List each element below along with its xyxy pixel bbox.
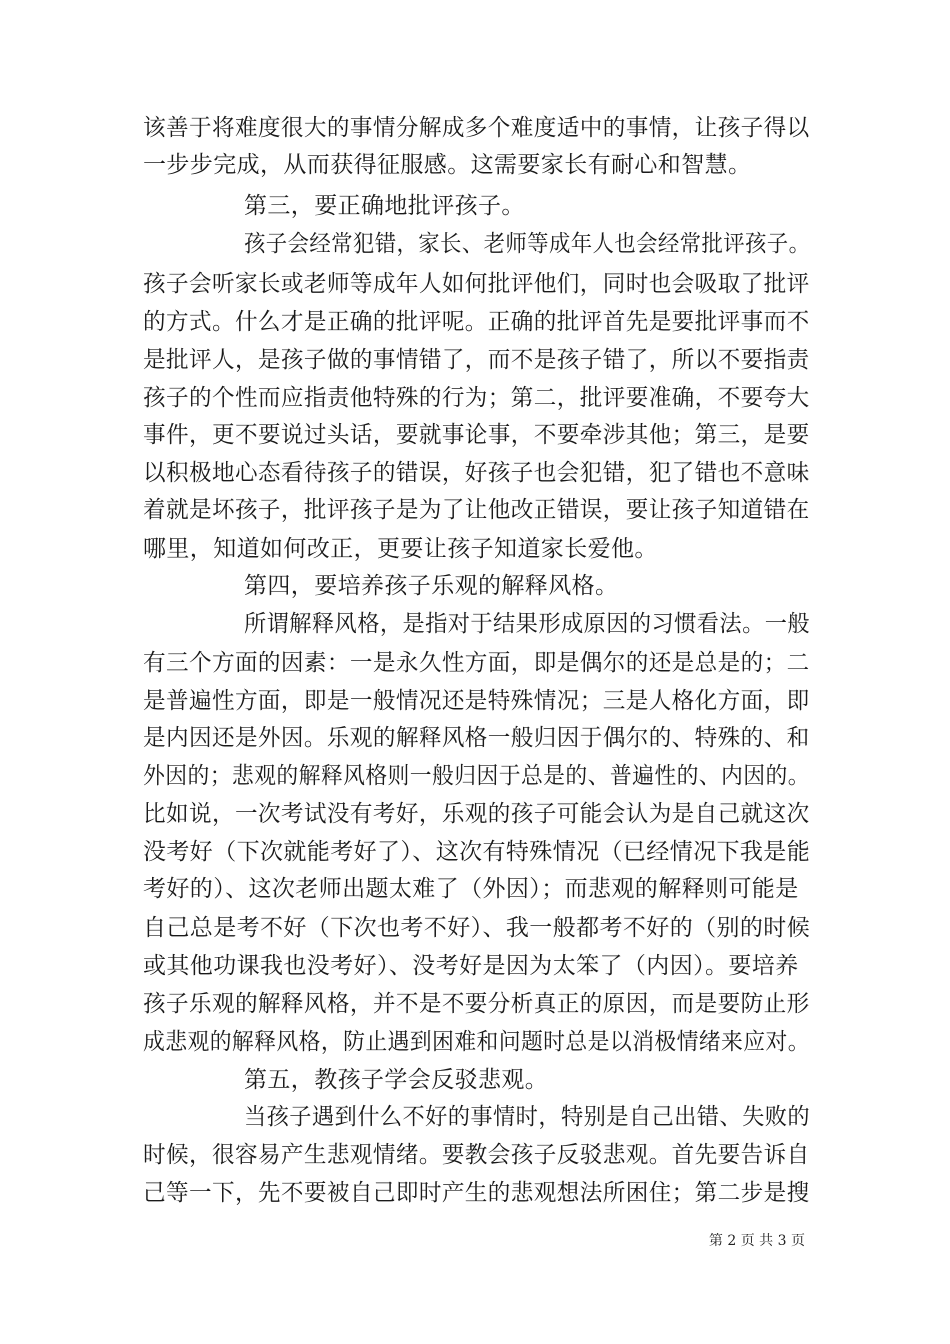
text-line: 是内因还是外因。乐观的解释风格一般归因于偶尔的、特殊的、和 [143, 725, 810, 751]
text-line: 当孩子遇到什么不好的事情时，特别是自己出错、失败的 [244, 1104, 810, 1130]
text-line: 事件，更不要说过头话，要就事论事，不要牵涉其他；第三，是要 [143, 422, 810, 448]
text-line: 孩子会听家长或老师等成年人如何批评他们，同时也会吸取了批评 [143, 271, 810, 297]
text-line: 外因的；悲观的解释风格则一般归因于总是的、普遍性的、内因的。 [143, 763, 810, 789]
text-line: 有三个方面的因素：一是永久性方面，即是偶尔的还是总是的；二 [143, 650, 810, 676]
text-line: 没考好（下次就能考好了）、这次有特殊情况（已经情况下我是能 [143, 839, 811, 865]
text-line: 考好的）、这次老师出题太难了（外因）；而悲观的解释则可能是 [143, 876, 799, 902]
text-line: 哪里，知道如何改正，更要让孩子知道家长爱他。 [143, 536, 658, 562]
text-line: 孩子乐观的解释风格，并不是不要分析真正的原因，而是要防止形 [143, 991, 810, 1017]
section-heading: 第三，要正确地批评孩子。 [244, 193, 525, 219]
text-line: 的方式。什么才是正确的批评呢。正确的批评首先是要批评事而不 [143, 309, 810, 335]
text-line: 时候，很容易产生悲观情绪。要教会孩子反驳悲观。首先要告诉自 [143, 1142, 810, 1168]
section-heading: 第五，教孩子学会反驳悲观。 [244, 1067, 549, 1093]
text-line: 孩子会经常犯错，家长、老师等成年人也会经常批评孩子。 [244, 231, 811, 257]
text-line: 是普遍性方面，即是一般情况还是特殊情况；三是人格化方面，即 [143, 688, 810, 714]
text-line: 己等一下，先不要被自己即时产生的悲观想法所困住；第二步是搜 [143, 1180, 810, 1206]
text-line: 孩子的个性而应指责他特殊的行为；第二，批评要准确，不要夸大 [143, 385, 810, 411]
text-line: 自己总是考不好（下次也考不好）、我一般都考不好的（别的时候 [143, 915, 811, 941]
text-line: 一步步完成，从而获得征服感。这需要家长有耐心和智慧。 [143, 152, 752, 178]
text-line: 该善于将难度很大的事情分解成多个难度适中的事情，让孩子得以 [143, 115, 810, 141]
text-line: 以积极地心态看待孩子的错误，好孩子也会犯错，犯了错也不意味 [143, 460, 810, 486]
text-line: 着就是坏孩子，批评孩子是为了让他改正错误，要让孩子知道错在 [143, 497, 810, 523]
text-line: 是批评人，是孩子做的事情错了，而不是孩子错了，所以不要指责 [143, 347, 810, 373]
page-number-footer: 第 2 页 共 3 页 [708, 1233, 805, 1249]
text-line: 比如说，一次考试没有考好，乐观的孩子可能会认为是自己就这次 [143, 801, 810, 827]
text-line: 或其他功课我也没考好）、没考好是因为太笨了（内因）。要培养 [143, 953, 799, 979]
text-line: 所谓解释风格，是指对于结果形成原因的习惯看法。一般 [244, 611, 810, 637]
text-line: 成悲观的解释风格，防止遇到困难和问题时总是以消极情绪来应对。 [143, 1029, 810, 1055]
section-heading: 第四，要培养孩子乐观的解释风格。 [244, 573, 619, 599]
